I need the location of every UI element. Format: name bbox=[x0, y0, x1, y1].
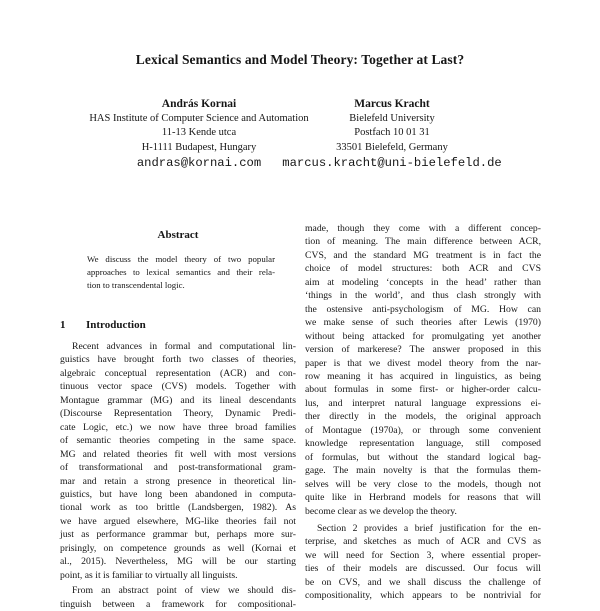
text-line: of semantic theories competing in the same space. bbox=[60, 435, 296, 447]
text-line: of formulas, but without the standard logical bag- bbox=[305, 451, 541, 463]
abstract-heading: Abstract bbox=[157, 229, 199, 241]
left-column bbox=[60, 220, 296, 611]
abstract-body bbox=[60, 253, 296, 292]
text-line: Recent advances in formal and computational lin- bbox=[72, 341, 296, 352]
text-line: just as performance grammar but, perhaps more sur- bbox=[60, 529, 296, 541]
text-line: gage. The main novelty is that the formulas them- bbox=[305, 465, 541, 477]
paper-title: Lexical Semantics and Model Theory: Together at Last? bbox=[135, 52, 465, 67]
text-line: MG and related theories fit well with most versions bbox=[60, 448, 296, 460]
body-columns bbox=[60, 220, 541, 611]
text-line: row meaning it has acquired in linguistics, as being bbox=[305, 370, 541, 382]
author-affiliation bbox=[282, 112, 501, 155]
text-line: 33501 Bielefeld, Germany bbox=[336, 141, 448, 153]
text-line: Bielefeld University bbox=[349, 113, 435, 124]
text-line: H-1111 Budapest, Hungary bbox=[141, 141, 257, 153]
text-line: al., 2015). Nevertheless, MG will be our starting bbox=[60, 556, 296, 568]
text-line: we make sense of such theories after Lewis (1970) bbox=[305, 317, 541, 329]
text-line: knowledge representation language, still composed bbox=[305, 438, 541, 450]
text-line: ties of their models are discussed. Our focus will bbox=[305, 563, 541, 575]
section-heading-introduction bbox=[60, 318, 296, 333]
section-number: 1 bbox=[60, 319, 66, 331]
author-affiliation bbox=[89, 112, 308, 155]
text-line: of transformational and post-transformational gram- bbox=[60, 462, 296, 474]
text-line: compositionality, which appears to be nontrivial for bbox=[305, 590, 541, 602]
text-line: Section 2 provides a brief justification for the en- bbox=[317, 522, 541, 534]
author-email: marcus.kracht@uni-bielefeld.de bbox=[282, 155, 502, 170]
text-line: approaches to lexical semantics and their rela- bbox=[87, 267, 275, 277]
text-line: tional work as too brittle (Landsbergen, 1982). As bbox=[60, 502, 296, 514]
text-line: made, though they come with a different concep- bbox=[305, 223, 541, 234]
text-line: be on CVS, and we shall discuss the challenge of bbox=[305, 576, 541, 588]
text-line: quite like in Herbrand models for reasons that will bbox=[305, 492, 541, 504]
text-line: algebraic conceptual representation (ACR) and con- bbox=[60, 367, 296, 379]
text-line: tinuous vector space (CVS) models. Together with bbox=[60, 381, 296, 393]
text-line: aim at modeling ‘concepts in the head’ rather than bbox=[305, 276, 541, 288]
text-line: ther directly in the models, the original approach bbox=[305, 411, 541, 423]
text-line: become clear as we develop the theory. bbox=[305, 505, 457, 517]
text-line: tinguish between a framework for compositional- bbox=[60, 598, 296, 610]
text-line: terprise, and sketches as much of ACR and CVS as bbox=[305, 536, 541, 548]
section-title: Introduction bbox=[86, 319, 146, 331]
authors-block bbox=[0, 97, 600, 177]
text-line: choice of model structures: both ACR and CVS bbox=[305, 263, 541, 275]
text-line: without being attacked for promulgating yet another bbox=[305, 330, 541, 342]
text-line: (Discourse Representation Theory, Dynamic Predi- bbox=[60, 408, 296, 420]
text-line: 11-13 Kende utca bbox=[161, 127, 237, 139]
text-line: HAS Institute of Computer Science and Automation bbox=[89, 113, 309, 124]
paragraph bbox=[305, 222, 541, 518]
author-name: András Kornai bbox=[161, 98, 237, 110]
text-line: about formulas in some first- or higher-order calcu- bbox=[305, 384, 541, 396]
text-line: lus, and interpret natural language expressions ei- bbox=[305, 397, 541, 409]
text-line: we will need for Section 3, where essential proper- bbox=[305, 549, 541, 561]
text-line: ‘things in the world’, and thus clash strongly with bbox=[305, 290, 541, 302]
text-line: the ostensive anti-psychologism of MG. How can bbox=[305, 303, 541, 315]
text-line: guistics, but have long been abandoned in computa- bbox=[60, 488, 296, 500]
paragraph bbox=[60, 340, 296, 582]
text-line: Postfach 10 01 31 bbox=[354, 127, 430, 139]
text-line: mar and retain a strong presence in theoretical lin- bbox=[60, 475, 296, 487]
text-line: We discuss the model theory of two popular bbox=[87, 254, 275, 264]
text-line: prisingly, on competence grounds as well (Kornai et bbox=[60, 542, 296, 554]
text-line: we have argued elsewhere, MG-like theories fail not bbox=[60, 515, 296, 527]
author-name: Marcus Kracht bbox=[354, 98, 430, 110]
author-block-kracht bbox=[282, 97, 501, 171]
text-line: From an abstract point of view we should dis- bbox=[72, 585, 296, 597]
text-line: cate Logic, etc.) we now have three broad families bbox=[60, 421, 296, 433]
text-line: guistics have brought forth two classes of theories, bbox=[60, 354, 296, 366]
text-line: version of markerese? The answer proposed in this bbox=[305, 344, 541, 356]
paragraph bbox=[60, 584, 296, 611]
author-email: andras@kornai.com bbox=[136, 155, 262, 170]
right-column bbox=[305, 220, 541, 611]
paragraph bbox=[305, 522, 541, 603]
text-line: Montague grammar (MG) and its lineal descendants bbox=[60, 394, 296, 406]
text-line: tion of meaning. The main difference between ACR, bbox=[305, 236, 541, 248]
text-line: CVS, and the standard MG treatment is in fact the bbox=[305, 249, 541, 261]
text-line: selves will be very close to the models, though not bbox=[305, 478, 541, 490]
text-line: of Montague (1970a), or through some convenient bbox=[305, 424, 541, 436]
text-line: point, as it is familiar to virtually all linguists. bbox=[60, 569, 238, 581]
text-line: paper is that we divest model theory from the nar- bbox=[305, 357, 541, 369]
text-line: tion to transcendental logic. bbox=[87, 280, 185, 290]
author-block-kornai bbox=[89, 97, 308, 171]
